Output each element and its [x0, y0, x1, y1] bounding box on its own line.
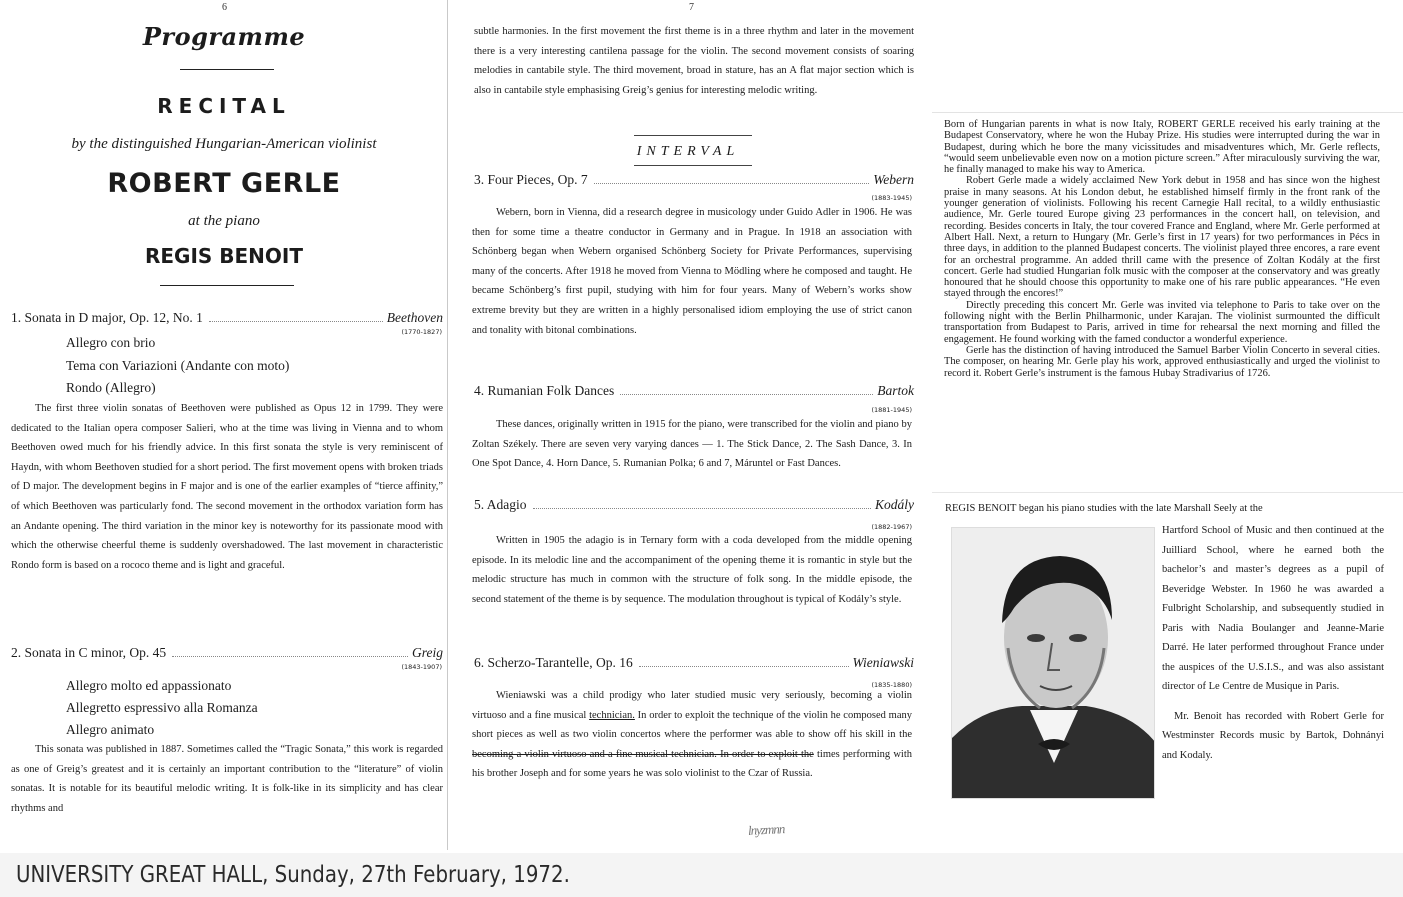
- programme-note: [472, 686, 912, 784]
- divider: [634, 135, 752, 136]
- programme-item-6: [474, 655, 914, 671]
- benoit-bio-lead: REGIS BENOIT began his piano studies with the late Marshall Seely at the: [945, 503, 1263, 514]
- divider: [634, 165, 752, 166]
- piece-title: 4. Rumanian Folk Dances: [474, 383, 615, 398]
- handwritten-signature: lnyzmnn: [747, 821, 785, 838]
- interval-label: INTERVAL: [636, 144, 740, 159]
- composer: Bartok: [877, 383, 914, 398]
- composer: Greig: [412, 645, 443, 660]
- note-text: Wieniawski was a child prodigy who later studied music very seriously, becoming a violin virtuoso and a fine musical: [472, 690, 912, 721]
- bio-paragraph: Mr. Benoit has recorded with Robert Gerle for Westminster Records music by Bartok, Dohnányi and Kodaly.: [1162, 710, 1384, 761]
- underlined-word: technician.: [589, 709, 635, 721]
- programme-note: These dances, originally written in 1915 for the piano, were transcribed for the violin and piano by Zoltan Székely. There are seven very varying dances — 1. The Stick Dance, 2. The Sash Dance, 3. In One Spot Dance, 4. Horn Dance, 5. Rumanian Polka; 6 and 7, Máruntel or Fast Dances.: [472, 419, 912, 470]
- leader-dots: [620, 394, 873, 395]
- composer: Beethoven: [386, 310, 443, 325]
- divider: [180, 69, 274, 70]
- venue-date-caption: UNIVERSITY GREAT HALL, Sunday, 27th February, 1972.: [16, 862, 570, 888]
- programme-note: This sonata was published in 1887. Sometimes called the “Tragic Sonata,” this work is regarded as one of Greig’s greatest and it is certainly an important contribution to the “literature” of violin sonatas. It is notable for its beautiful melodic writing. It is folk-like in its simplicity and has clear rhythms and: [11, 744, 443, 814]
- gerle-biography: [944, 119, 1380, 379]
- piece-title: 6. Scherzo-Tarantelle, Op. 16: [474, 655, 633, 670]
- bio-paragraph: Robert Gerle made a widely acclaimed New York debut in 1958 and has since won the highest praise in many seasons. At his London debut, he established himself firmly in the front rank of the younger generation of violinists. Following his recent Carnegie Hall recital, to a wildly enthusiastic audience, Mr. Gerle toured Europe giving 23 performances in the concert hall, on television, and recording. Besides concerts in Italy, the tour covered France and England, where Mr. Gerle performed at Albert Hall. Next, a return to Hungary (Mr. Gerle’s first in 17 years) for two performances in Pécs in three days, in addition to the planned Budapest concerts. The violinist played three encores, a rare event for an orchestral programme. An added thrill came with the presence of Zoltan Kodály at the first concert. Gerle had studied Hungarian folk music with the composer at the conservatory and was greatly honoured that he should choose this opportunity to make one of his rare public appearances. “He even stayed through the encores!”: [944, 175, 1380, 300]
- piece-title: 3. Four Pieces, Op. 7: [474, 172, 588, 187]
- leader-dots: [172, 656, 408, 657]
- programme-heading: Programme: [142, 22, 306, 51]
- leader-dots: [209, 321, 383, 322]
- composer: Kodály: [875, 497, 914, 512]
- programme-item-5: [474, 497, 914, 513]
- composer-dates: (1843-1907): [401, 663, 442, 671]
- programme-note: The first three violin sonatas of Beethoven were published as Opus 12 in 1799. They were dedicated to the Italian opera composer Salieri, who at the time was living in Vienna and to whom Beethoven owed much for his friendly advice. In this first sonata the style is very reminiscent of Haydn, with whom Beethoven studied for a short period. The first movement opens with broken triads of D major. The development begins in F major and is one of the earlier examples of “tierce affinity,” of which Beethoven was particularly fond. The second movement in the orthodox variation form has an Andante opening. The third variation in the minor key is noteworthy for its passionate mood with which the otherwise cheerful theme is suddenly overshadowed. The last movement in characteristic Rondo form is based on a rococo theme and is light and graceful.: [11, 403, 443, 571]
- piece-title: 2. Sonata in C minor, Op. 45: [11, 645, 167, 660]
- leader-dots: [533, 508, 872, 509]
- movement: Allegretto espressivo alla Romanza: [66, 700, 258, 715]
- leader-dots: [639, 666, 849, 667]
- programme-note: Written in 1905 the adagio is in Ternary form with a coda developed from the middle opening episode. In its melodic line and the accompaniment of the opening theme it is romantic in style but the melodic structure has much in common with the structure of folk song. In the middle episode, the second statement of the theme is by sequence. The modulation throughout is typical of Kodály’s style.: [472, 535, 912, 605]
- movement: Allegro con brio: [66, 335, 156, 350]
- programme-item-4: [474, 383, 914, 399]
- piece-title: 1. Sonata in D major, Op. 12, No. 1: [11, 310, 203, 325]
- bio-paragraph: Gerle has the distinction of having introduced the Samuel Barber Violin Concerto in several cities. The composer, on hearing Mr. Gerle play his work, approved enthusiastically and urged the violinist to record it. Robert Gerle’s instrument is the famous Hubay Stradivarius of 1726.: [944, 344, 1380, 379]
- page-number: 7: [689, 2, 694, 13]
- composer: Webern: [873, 172, 914, 187]
- composer-dates: (1882-1967): [871, 523, 912, 531]
- note-text: times performing with his brother Joseph and for some years he was solo violinist to the Czar of Russia.: [472, 748, 912, 780]
- at-the-piano: at the piano: [188, 213, 260, 229]
- page-number: 6: [222, 2, 227, 13]
- divider: [160, 285, 294, 286]
- composer-dates: (1881-1945): [871, 406, 912, 414]
- programme-item-1: [11, 310, 443, 326]
- note-text: In order to exploit the technique of the violin he composed many short pieces as well as two violin concertos where the performer was able to show off his skill in the: [472, 709, 912, 741]
- portrait-image-icon: [952, 528, 1155, 799]
- pianist-name: REGIS BENOIT: [144, 244, 304, 268]
- movement: Rondo (Allegro): [66, 380, 156, 395]
- movement: Tema con Variazioni (Andante con moto): [66, 358, 290, 373]
- violinist-name: ROBERT GERLE: [107, 168, 341, 199]
- composer-dates: (1883-1945): [871, 194, 912, 202]
- bio-paragraph: Hartford School of Music and then continued at the Juilliard School, where he earned both the bachelor’s and master’s degrees as a pupil of Beveridge Webster. In 1960 he was awarded a Fulbright Scholarship, and subsequently studied in Paris with Nadia Boulanger and Jeanne-Marie Darré. He later performed throughout France under the auspices of the U.S.I.S., and was also assistant director of Le Centre de Musique in Paris.: [1162, 525, 1384, 692]
- struck-through-text: becoming a violin virtuoso and a fine musical technician. In order to exploit the: [472, 748, 814, 760]
- movement: Allegro molto ed appassionato: [66, 678, 232, 693]
- byline: by the distinguished Hungarian-American violinist: [71, 136, 377, 152]
- programme-note-continued: subtle harmonies. In the first movement the first theme is in a three rhythm and later in the movement there is a very interesting cantilena passage for the violin. The second movement consists of soaring melodies in cantabile style. The third movement, broad in stature, has an A flat major section which is also in cantabile style emphasising Greig’s genius for interesting melodic writing.: [474, 26, 914, 96]
- programme-item-2: [11, 645, 443, 661]
- programme-page-left: [0, 0, 448, 850]
- portrait-photo: [951, 527, 1155, 799]
- programme-note: Webern, born in Vienna, did a research degree in musicology under Guido Adler in 1906. He was then for some time a theatre conductor in Germany and in Prague. In 1918 an association with Schönberg began when Webern organised Schönberg Society for Private Performances, supervising many of the concerts. After 1918 he moved from Vienna to Mödling where he composed and taught. He became Schönberg’s first pupil, studying with him for four years. Many of Webern’s works show extreme brevity but they are written in a highly personalised idiom employing the use of strict canon and tonality with bitonal combinations.: [472, 207, 912, 336]
- bio-paragraph: Directly preceding this concert Mr. Gerle was invited via telephone to Paris to take over on the following night with the Berlin Philharmonic, under Karajan. The violinist surmounted the difficult transportation from Budapest to Paris, arrived in time for rehearsal the next morning and filled the engagement. He found working with the famed conductor a wonderful experience.: [944, 299, 1380, 345]
- benoit-biography: [1162, 521, 1384, 765]
- leader-dots: [594, 183, 870, 184]
- movement: Allegro animato: [66, 722, 155, 737]
- recital-title: RECITAL: [157, 94, 291, 118]
- programme-item-3: [474, 172, 914, 188]
- composer: Wieniawski: [852, 655, 914, 670]
- bio-paragraph: Born of Hungarian parents in what is now Italy, ROBERT GERLE received his early training at the Budapest Conservatory, where he won the Hubay Prize. His studies were interrupted during the war in Budapest, during which he bore the many vicissitudes and misadventures which, Mr. Gerle reflects, “would seem unbelievable even now on a motion picture screen.” After miraculously surviving the war, he finally managed to make his way to America.: [944, 119, 1380, 176]
- composer-dates: (1835-1880): [871, 681, 912, 689]
- composer-dates: (1770-1827): [401, 328, 442, 336]
- piece-title: 5. Adagio: [474, 497, 527, 512]
